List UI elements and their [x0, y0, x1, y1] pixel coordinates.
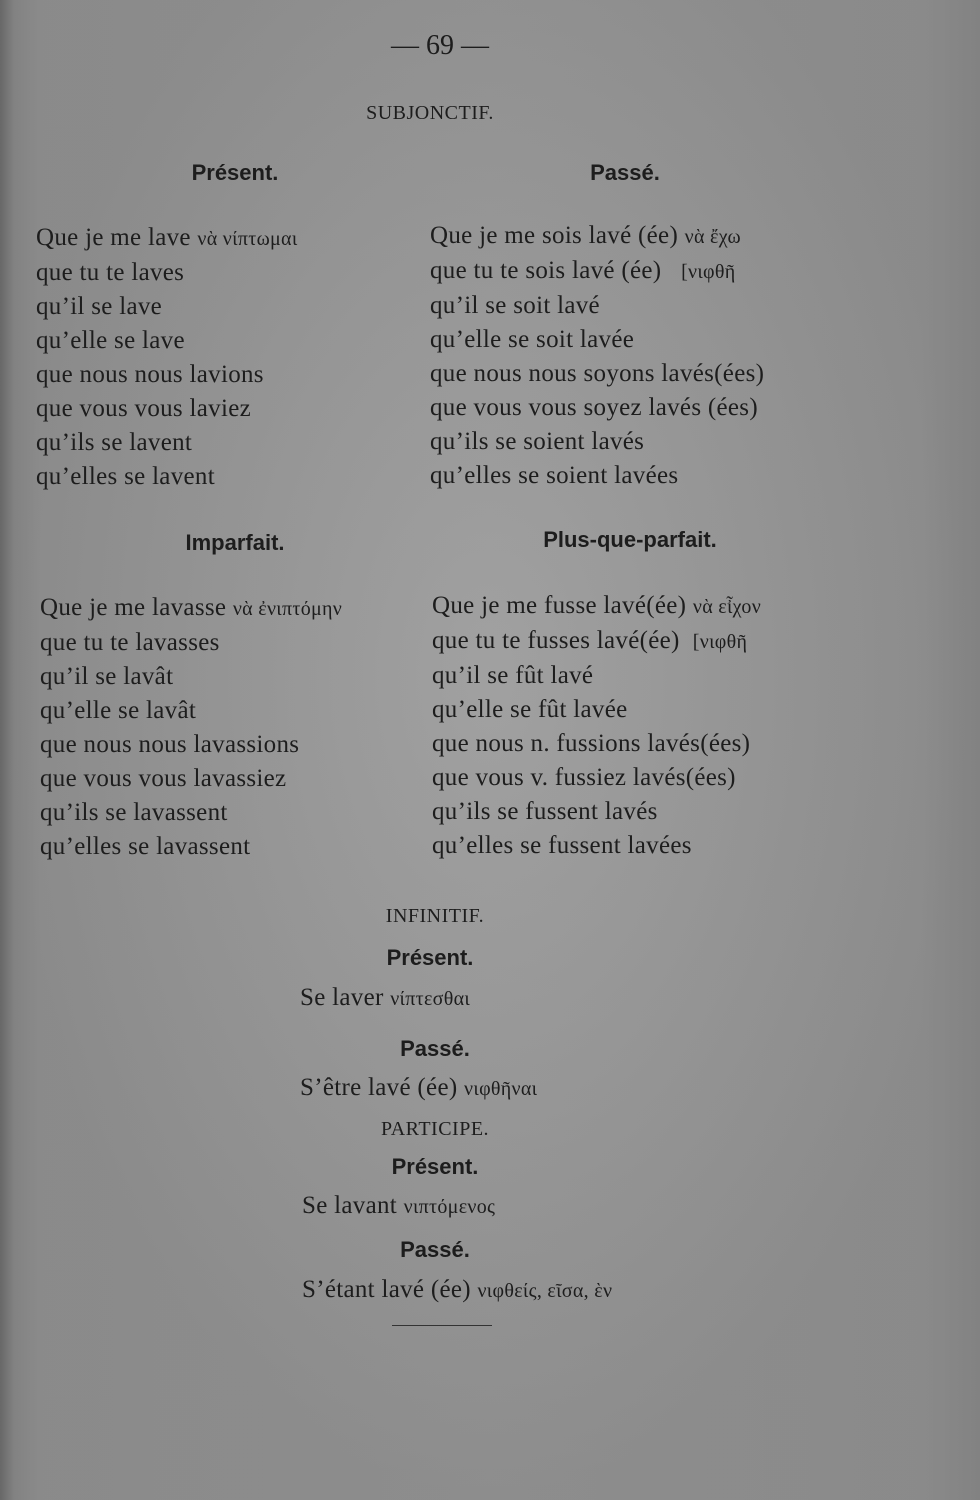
- conjugation-line: Que je me sois lavé (ée) νὰ ἔχω: [430, 222, 741, 249]
- conjugation-line: qu’il se fût lavé: [432, 662, 594, 689]
- conjugation-line: qu’il se soit lavé: [430, 292, 600, 319]
- conjugation-line: qu’il se lave: [36, 293, 163, 320]
- participe-present-heading: Présent.: [391, 1154, 479, 1179]
- conjugation-line: qu’ils se soient lavés: [430, 428, 645, 455]
- greek-translation: [νιφθῆ: [681, 261, 736, 283]
- closing-rule: [392, 1325, 492, 1326]
- passe-heading: Passé.: [590, 160, 660, 185]
- participe-passe-heading: Passé.: [400, 1237, 470, 1262]
- greek-translation: νιπτόμενος: [403, 1196, 496, 1218]
- passe-conjugation: [430, 219, 764, 493]
- imparfait-conjugation: [40, 591, 342, 864]
- greek-translation: νιφθῆναι: [464, 1078, 538, 1100]
- plus-que-parfait-heading: Plus-que-parfait.: [543, 527, 717, 552]
- conjugation-line: que vous vous lavassiez: [40, 765, 287, 792]
- conjugation-line: que vous vous soyez lavés (ées): [430, 394, 758, 421]
- conjugation-line: que tu te laves: [36, 259, 185, 286]
- participe-passe-line: S’étant lavé (ée) νιφθείς, εῖσα, ὲν: [302, 1276, 613, 1303]
- infinitif-present-line: Se laver νίπτεσθαι: [300, 984, 471, 1011]
- present-heading: Présent.: [191, 160, 279, 185]
- imparfait-heading: Imparfait.: [185, 530, 285, 555]
- conjugation-line: qu’elle se lave: [36, 327, 185, 354]
- conjugation-line: que tu te fusses lavé(ée) [νιφθῆ: [432, 627, 748, 654]
- infinitif-present-heading: Présent.: [386, 945, 474, 970]
- present-conjugation: [36, 221, 298, 494]
- conjugation-line: qu’elles se lavassent: [40, 833, 251, 860]
- conjugation-line: que nous n. fussions lavés(ées): [432, 730, 751, 757]
- conjugation-line: que vous v. fussiez lavés(ées): [432, 764, 736, 791]
- conjugation-line: qu’elles se lavent: [36, 463, 215, 490]
- conjugation-line: qu’elles se fussent lavées: [432, 832, 692, 859]
- greek-translation: νὰ εἶχον: [692, 596, 762, 618]
- conjugation-line: qu’elle se lavât: [40, 697, 197, 724]
- conjugation-line: que nous nous soyons lavés(ées): [430, 360, 765, 387]
- conjugation-line: qu’elles se soient lavées: [430, 462, 679, 489]
- conjugation-line: que nous nous lavassions: [40, 731, 300, 758]
- conjugation-line: Que je me fusse lavé(ée) νὰ εἶχον: [432, 592, 762, 619]
- conjugation-line: Que je me lavasse νὰ ἐνιπτόμην: [40, 594, 343, 621]
- conjugation-line: qu’ils se lavassent: [40, 799, 228, 826]
- greek-translation: νὰ ἔχω: [684, 226, 741, 248]
- conjugation-line: que vous vous laviez: [36, 395, 251, 422]
- infinitif-title: INFINITIF.: [385, 905, 485, 927]
- conjugation-line: Que je me lave νὰ νίπτωμαι: [36, 224, 298, 251]
- greek-translation: νίπτεσθαι: [390, 988, 471, 1010]
- greek-translation: νὰ νίπτωμαι: [197, 228, 298, 250]
- infinitif-passe-heading: Passé.: [400, 1036, 470, 1061]
- greek-translation: νιφθείς, εῖσα, ὲν: [477, 1280, 613, 1302]
- infinitif-passe-line: S’être lavé (ée) νιφθῆναι: [300, 1074, 538, 1101]
- conjugation-line: que tu te lavasses: [40, 629, 220, 656]
- conjugation-line: qu’il se lavât: [40, 663, 174, 690]
- greek-translation: [νιφθῆ: [692, 631, 748, 653]
- conjugation-line: que nous nous lavions: [36, 361, 264, 388]
- conjugation-line: que tu te sois lavé (ée) [νιφθῆ: [430, 257, 736, 284]
- page-number: — 69 —: [391, 30, 489, 61]
- conjugation-line: qu’ils se lavent: [36, 429, 193, 456]
- subjonctif-title: SUBJONCTIF.: [366, 102, 494, 124]
- conjugation-line: qu’ils se fussent lavés: [432, 798, 658, 825]
- participe-title: PARTICIPE.: [380, 1118, 490, 1140]
- conjugation-line: qu’elle se fût lavée: [432, 696, 628, 723]
- plus-que-parfait-conjugation: [432, 589, 761, 863]
- conjugation-line: qu’elle se soit lavée: [430, 326, 635, 353]
- participe-present-line: Se lavant νιπτόμενος: [302, 1192, 496, 1219]
- greek-translation: νὰ ἐνιπτόμην: [232, 598, 343, 620]
